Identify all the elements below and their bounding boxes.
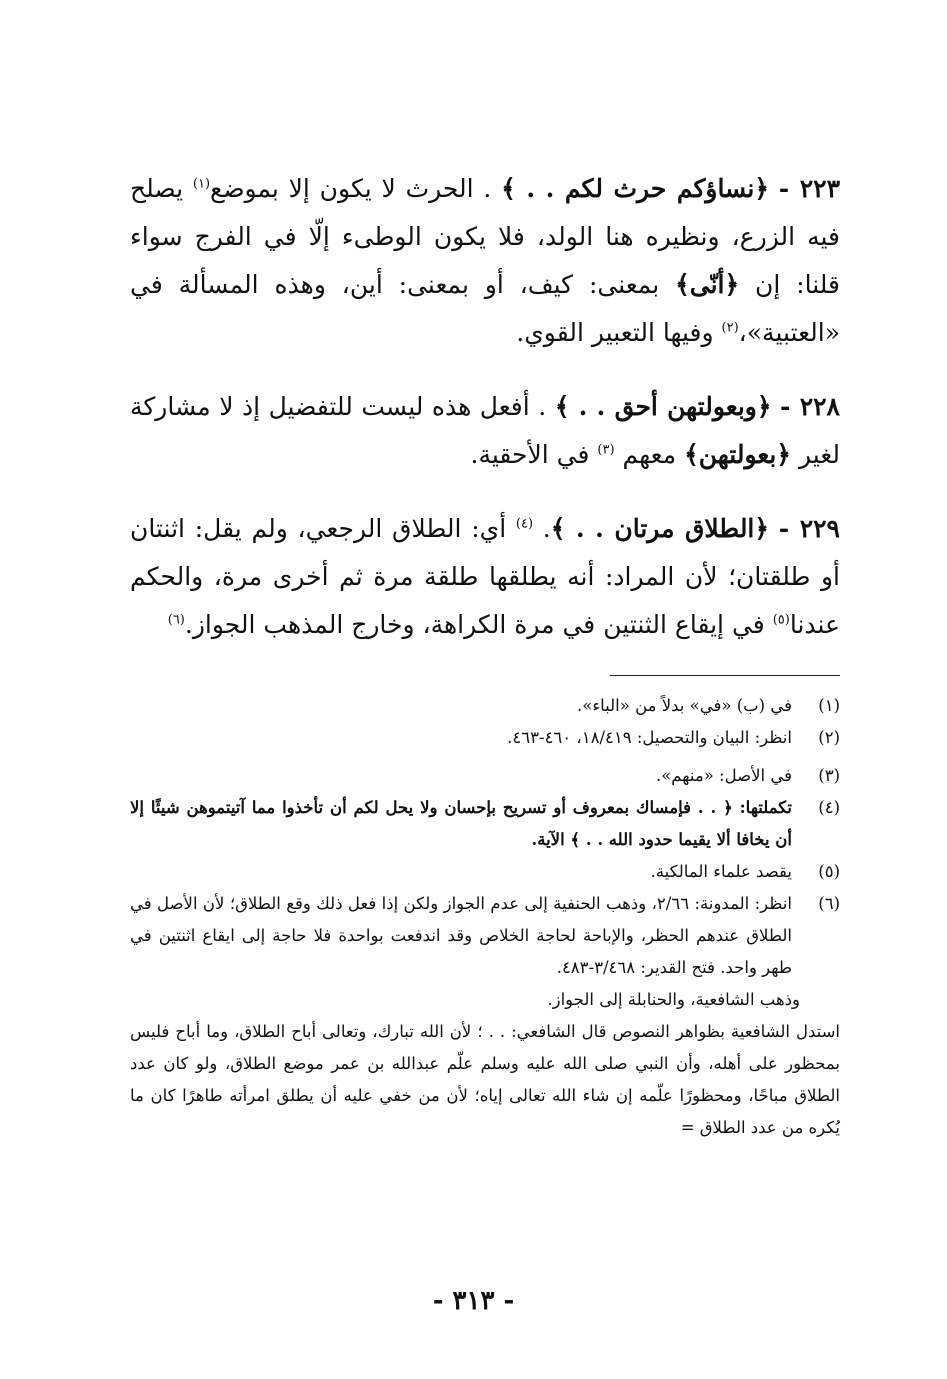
continuation-paragraph: استدل الشافعية بظواهر النصوص قال الشافعي: . . ؛ لأن الله تبارك، وتعالى أباح الطلاق، وما أباح فليس بمحظور على أهله، وأن النبي صلى الله عليه وسلم علّم عبدالله بن عمر موضع الطلاق، ولو كان عدد الطلاق مباحًا، ومحظورًا علّمه إن شاء الله تعالى إياه؛ لأن من خفي عليه أن يطلق امرأته طاهرًا كان ما يُكره من عدد الطلاق =: [130, 1022, 840, 1137]
footnote-continuation: [130, 984, 840, 1144]
footnote-4: [130, 792, 840, 856]
footnote-ref[interactable]: (١): [192, 176, 211, 192]
entry-text: أي: الطلاق الرجعي، ولم يقل: اثنتان أو طلقتان؛ لأن المراد: أنه يطلقها طلقة مرة ثم أخرى مرة، والحكم عندنا: [130, 514, 840, 639]
footnote-text: انظر: البيان والتحصيل: ١٨/٤١٩، ٤٦٠-٤٦٣.: [507, 728, 792, 747]
entry-number: ٢٢٩ -: [778, 514, 840, 543]
entry-text: بمعنى: كيف، أو بمعنى: أين، وهذه المسألة في «العتبية»،: [130, 270, 840, 347]
entry-text: وفيها التعبير القوي.: [516, 318, 714, 347]
continuation-line: وذهب الشافعية، والحنابلة إلى الجواز.: [547, 990, 800, 1009]
footnote-mark: (٥): [818, 862, 840, 881]
quran-quote: ﴿الطلاق مرتان . . ﴾: [550, 514, 770, 543]
quran-quote: ﴿بعولتهن﴾: [684, 440, 792, 469]
entry-228: [130, 383, 840, 479]
footnote-6: [130, 888, 840, 984]
footnote-1: [130, 690, 840, 722]
entry-text: . أفعل هذه ليست للتفضيل إذ لا مشاركة لغير: [130, 392, 840, 469]
footnote-ref[interactable]: (٦): [167, 612, 185, 628]
footnote-3: [130, 760, 840, 792]
entry-number: ٢٢٣ -: [778, 174, 841, 203]
entry-number: ٢٢٨ -: [780, 392, 840, 421]
page-body: [130, 165, 840, 1144]
footnote-text: انظر: المدونة: ٢/٦٦، وذهب الحنفية إلى عدم الجواز ولكن إذا فعل ذلك وقع الطلاق؛ لأن الأصل في الطلاق عندهم الحظر، والإباحة لحاجة الخلاص وقد اندفعت بواحدة فلا حاجة إلى ايقاع اثنتين في طهر واحد. فتح القدير: ٣/٤٦٨-٤٨٣.: [130, 894, 792, 977]
page-number: - ٣١٣ -: [432, 1286, 515, 1316]
entry-text: . الحرث لا يكون إلا بموضع: [210, 174, 492, 203]
footnote-mark: (٤): [818, 798, 840, 817]
footnote-2: [130, 722, 840, 754]
footnote-mark: (٦): [818, 894, 840, 913]
entry-223: [130, 165, 840, 357]
footnote-ref[interactable]: (٤): [515, 516, 534, 532]
footnote-text: في الأصل: «منهم».: [655, 766, 792, 785]
quran-quote: ﴿وبعولتهن أحق . . ﴾: [554, 392, 772, 421]
entry-text: يصلح فيه الزرع، ونظيره هنا الولد، فلا يكون الوطىء إلّا في الفرج سواء قلنا: إن: [130, 174, 840, 299]
quran-quote: ﴿أنّى﴾: [675, 270, 740, 299]
footnote-mark: (١): [818, 696, 840, 715]
footnote-divider: [610, 675, 840, 676]
entry-text: معهم: [622, 440, 677, 469]
entry-text: في الأحقية.: [470, 440, 590, 469]
footnote-text: تكملتها: ﴿ . . فإمساك بمعروف أو تسريح بإحسان ولا يحل لكم أن تأخذوا مما آتيتموهن شيئًا إلا أن يخافا ألا يقيما حدود الله . . ﴾ الآية.: [130, 798, 792, 849]
footnote-5: [130, 856, 840, 888]
footnote-ref[interactable]: (٥): [772, 612, 790, 628]
footnote-mark: (٢): [818, 728, 840, 747]
footnote-ref[interactable]: (٣): [597, 442, 615, 458]
footnote-text: يقصد علماء المالكية.: [650, 862, 792, 881]
footnote-text: في (ب) «في» بدلاً من «الباء».: [577, 696, 792, 715]
entry-229: ٢٢٩ - ﴿الطلاق مرتان . . ﴾. $^{(٤)}$ أي: الطلاق الرجعي، ولم يقل: اثنتان أو طلقتان؛ لأن المراد: أنه يطلقها طلقة مرة ثم أخرى مرة، والحكم عندنا$^{(٥)}$ في إيقاع الثنتين في مرة الكراهة، وخارج المذهب الجواز.$^{(٦)}$: [130, 514, 840, 639]
entry-text: في إيقاع الثنتين في مرة الكراهة، وخارج المذهب الجواز.: [184, 610, 765, 639]
footnote-ref[interactable]: (٢): [721, 320, 739, 336]
quran-quote: ﴿نساؤكم حرث لكم . . ﴾: [501, 174, 769, 203]
footnotes: [130, 690, 840, 984]
footnote-mark: (٣): [818, 766, 840, 785]
